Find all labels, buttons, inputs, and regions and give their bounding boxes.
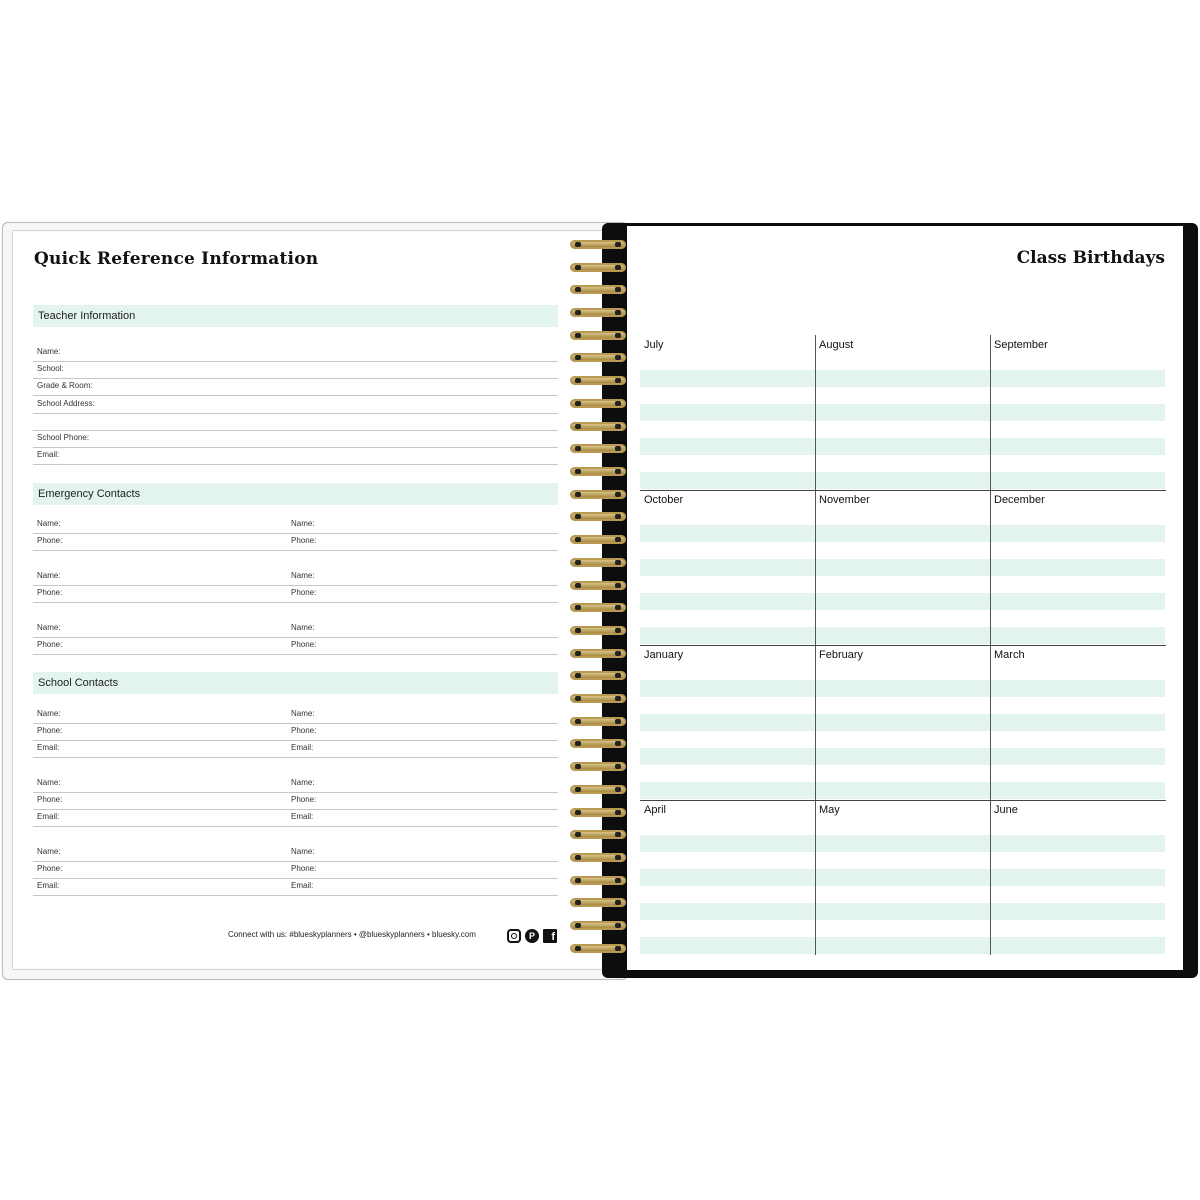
spiral-coil xyxy=(567,422,629,432)
birthday-stripe xyxy=(815,903,990,920)
birthday-stripe xyxy=(815,404,990,421)
month-label: January xyxy=(644,649,684,661)
school-contact-phone-line: Phone: xyxy=(33,862,287,879)
birthday-stripe xyxy=(640,404,815,421)
grid-row-divider xyxy=(640,800,1166,801)
spiral-coil xyxy=(567,240,629,250)
school-contact-email-line: Email: xyxy=(287,741,558,758)
spiral-coil xyxy=(567,830,629,840)
month-cell-february xyxy=(815,645,990,800)
birthday-stripe xyxy=(815,559,990,576)
month-cell-march xyxy=(990,645,1165,800)
spiral-coil xyxy=(567,581,629,591)
school-contact-name-line: Name: xyxy=(287,707,558,724)
teacher-field-line xyxy=(33,414,558,431)
spiral-coil xyxy=(567,944,629,954)
spiral-coil xyxy=(567,285,629,295)
birthday-stripe xyxy=(640,782,815,799)
spiral-coil xyxy=(567,694,629,704)
month-label: May xyxy=(819,804,840,816)
birthday-month-grid xyxy=(640,335,1166,955)
birthday-stripe xyxy=(815,937,990,954)
teacher-field-line: School: xyxy=(33,362,558,379)
birthday-stripe xyxy=(990,593,1165,610)
emergency-name-line: Name: xyxy=(287,569,558,586)
birthday-stripe xyxy=(640,438,815,455)
spiral-coil xyxy=(567,512,629,522)
school-contact-name-line: Name: xyxy=(287,845,558,862)
page-title-class-birthdays: Class Birthdays xyxy=(1016,248,1165,268)
spiral-coil xyxy=(567,263,629,273)
month-cell-april xyxy=(640,800,815,955)
spiral-coil xyxy=(567,649,629,659)
birthday-stripe xyxy=(640,525,815,542)
birthday-stripe xyxy=(640,680,815,697)
school-contact-name-line: Name: xyxy=(287,776,558,793)
birthday-stripe xyxy=(990,782,1165,799)
birthday-stripe xyxy=(815,680,990,697)
month-cell-october xyxy=(640,490,815,645)
school-contact-phone-line: Phone: xyxy=(287,793,558,810)
birthday-stripe xyxy=(990,714,1165,731)
birthday-stripe xyxy=(640,627,815,644)
birthday-stripe xyxy=(815,525,990,542)
month-label: October xyxy=(644,494,684,506)
birthday-stripe xyxy=(815,782,990,799)
section-emergency-contacts: Emergency Contacts xyxy=(33,483,558,505)
birthday-stripe xyxy=(815,714,990,731)
spiral-coil xyxy=(567,490,629,500)
grid-row-divider xyxy=(640,645,1166,646)
spiral-coil xyxy=(567,876,629,886)
school-contact-phone-line: Phone: xyxy=(33,793,287,810)
school-contact-name-line: Name: xyxy=(33,776,287,793)
emergency-name-line: Name: xyxy=(33,621,287,638)
month-label: March xyxy=(994,649,1025,661)
birthday-stripe xyxy=(640,559,815,576)
spiral-coil xyxy=(567,331,629,341)
birthday-stripe xyxy=(990,404,1165,421)
emergency-phone-line: Phone: xyxy=(287,638,558,655)
spiral-coil xyxy=(567,921,629,931)
school-contact-phone-line: Phone: xyxy=(33,724,287,741)
birthday-stripe xyxy=(990,869,1165,886)
teacher-field-line: Name: xyxy=(33,345,558,362)
teacher-field-line: School Address: xyxy=(33,397,558,414)
spiral-coil xyxy=(567,853,629,863)
month-cell-june xyxy=(990,800,1165,955)
emergency-name-line: Name: xyxy=(287,517,558,534)
month-label: April xyxy=(644,804,667,816)
birthday-stripe xyxy=(990,370,1165,387)
birthday-stripe xyxy=(640,903,815,920)
footer-connect-text: Connect with us: #blueskyplanners • @blueskyplanners • bluesky.com xyxy=(228,930,476,939)
month-label: December xyxy=(994,494,1045,506)
month-cell-november xyxy=(815,490,990,645)
emergency-phone-line: Phone: xyxy=(287,586,558,603)
birthday-stripe xyxy=(990,525,1165,542)
school-contact-name-line: Name: xyxy=(33,845,287,862)
instagram-icon xyxy=(507,929,521,943)
birthday-stripe xyxy=(815,438,990,455)
month-cell-september xyxy=(990,335,1165,490)
birthday-stripe xyxy=(990,438,1165,455)
school-contact-name-line: Name: xyxy=(33,707,287,724)
birthday-stripe xyxy=(640,593,815,610)
school-contact-phone-line: Phone: xyxy=(287,862,558,879)
school-contact-email-line: Email: xyxy=(33,741,287,758)
month-label: June xyxy=(994,804,1018,816)
spiral-coil xyxy=(567,671,629,681)
birthday-stripe xyxy=(640,835,815,852)
birthday-stripe xyxy=(640,714,815,731)
emergency-name-line: Name: xyxy=(33,569,287,586)
month-label: August xyxy=(819,339,854,351)
birthday-stripe xyxy=(640,472,815,489)
school-contact-phone-line: Phone: xyxy=(287,724,558,741)
emergency-phone-line: Phone: xyxy=(33,534,287,551)
birthday-stripe xyxy=(815,593,990,610)
emergency-phone-line: Phone: xyxy=(33,638,287,655)
birthday-stripe xyxy=(815,835,990,852)
facebook-icon: f xyxy=(543,929,557,943)
month-cell-december xyxy=(990,490,1165,645)
birthday-stripe xyxy=(640,869,815,886)
month-cell-may xyxy=(815,800,990,955)
birthday-stripe xyxy=(640,370,815,387)
page-title-quick-reference: Quick Reference Information xyxy=(34,249,319,269)
birthday-stripe xyxy=(990,627,1165,644)
emergency-phone-line: Phone: xyxy=(33,586,287,603)
birthday-stripe xyxy=(640,748,815,765)
spiral-coil xyxy=(567,535,629,545)
spiral-coil xyxy=(567,898,629,908)
month-cell-july xyxy=(640,335,815,490)
spiral-coil xyxy=(567,558,629,568)
birthday-stripe xyxy=(815,370,990,387)
birthday-stripe xyxy=(990,937,1165,954)
month-label: July xyxy=(644,339,664,351)
month-cell-january xyxy=(640,645,815,800)
spiral-coil xyxy=(567,467,629,477)
spiral-coil xyxy=(567,785,629,795)
teacher-field-line: Grade & Room: xyxy=(33,379,558,396)
birthday-stripe xyxy=(990,680,1165,697)
month-label: November xyxy=(819,494,870,506)
emergency-name-line: Name: xyxy=(33,517,287,534)
birthday-stripe xyxy=(815,627,990,644)
month-cell-august xyxy=(815,335,990,490)
section-school-contacts: School Contacts xyxy=(33,672,558,694)
spiral-coil xyxy=(567,399,629,409)
birthday-stripe xyxy=(990,472,1165,489)
birthday-stripe xyxy=(815,869,990,886)
grid-row-divider xyxy=(640,490,1166,491)
teacher-field-line: School Phone: xyxy=(33,431,558,448)
spiral-coil xyxy=(567,762,629,772)
spiral-coil xyxy=(567,808,629,818)
spiral-coil xyxy=(567,353,629,363)
teacher-field-line: Email: xyxy=(33,448,558,465)
school-contact-email-line: Email: xyxy=(33,810,287,827)
school-contact-email-line: Email: xyxy=(287,879,558,896)
spiral-coil xyxy=(567,376,629,386)
spiral-coil xyxy=(567,308,629,318)
birthday-stripe xyxy=(990,559,1165,576)
spiral-coil xyxy=(567,444,629,454)
birthday-stripe xyxy=(990,748,1165,765)
month-label: September xyxy=(994,339,1048,351)
spiral-coil xyxy=(567,626,629,636)
emergency-phone-line: Phone: xyxy=(287,534,558,551)
birthday-stripe xyxy=(990,835,1165,852)
month-label: February xyxy=(819,649,864,661)
spiral-coil xyxy=(567,739,629,749)
birthday-stripe xyxy=(640,937,815,954)
pinterest-icon: P xyxy=(525,929,539,943)
birthday-stripe xyxy=(815,472,990,489)
section-teacher-information: Teacher Information xyxy=(33,305,558,327)
school-contact-email-line: Email: xyxy=(33,879,287,896)
spiral-coil xyxy=(567,603,629,613)
birthday-stripe xyxy=(990,903,1165,920)
school-contact-email-line: Email: xyxy=(287,810,558,827)
birthday-stripe xyxy=(815,748,990,765)
spiral-coil xyxy=(567,717,629,727)
emergency-name-line: Name: xyxy=(287,621,558,638)
